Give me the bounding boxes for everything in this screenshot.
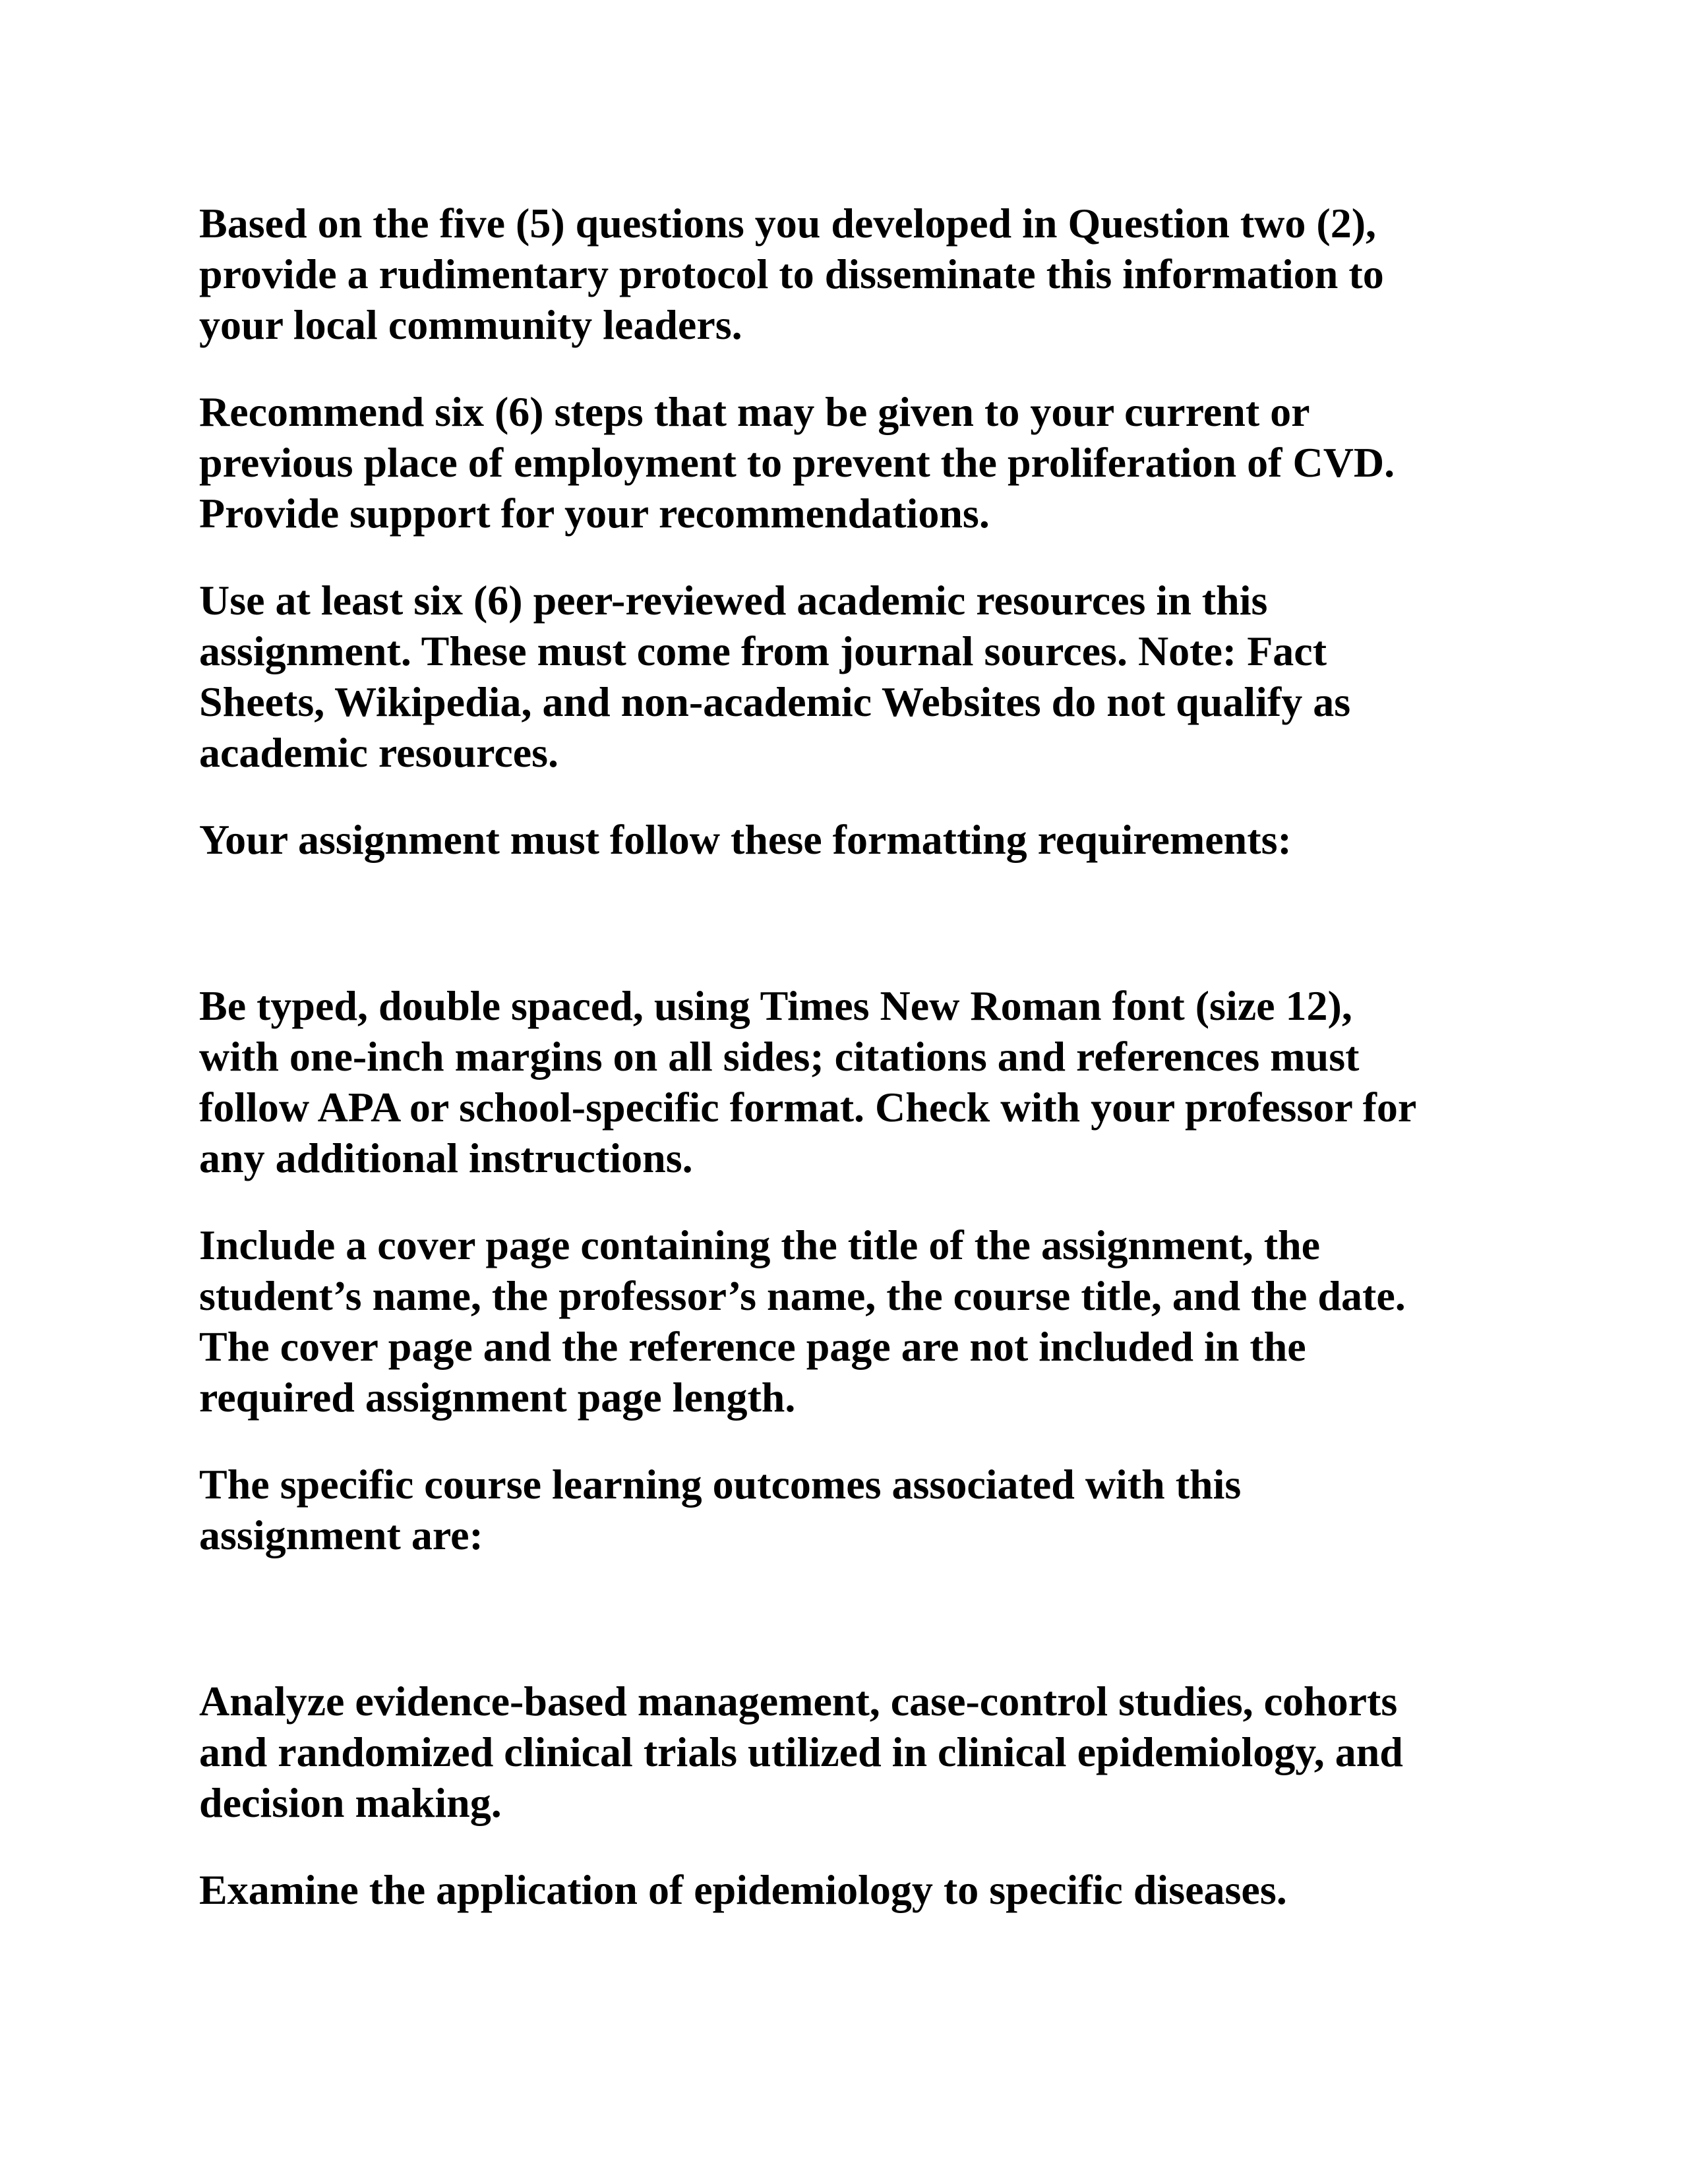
text-line: Your assignment must follow these formatting requirements: xyxy=(199,816,1292,863)
text-line: Examine the application of epidemiology to specific diseases. xyxy=(199,1866,1287,1913)
text-line: Based on the five (5) questions you developed in Question two (2), xyxy=(199,200,1376,247)
text-line: The specific course learning outcomes associated with this xyxy=(199,1461,1242,1508)
text-line: Include a cover page containing the title of the assignment, the xyxy=(199,1222,1321,1268)
text-line: with one-inch margins on all sides; citations and references must xyxy=(199,1033,1360,1080)
text-line: Use at least six (6) peer-reviewed academic resources in this xyxy=(199,577,1268,624)
text-line: student’s name, the professor’s name, the course title, and the date. xyxy=(199,1272,1406,1319)
spacer xyxy=(199,1597,1518,1676)
text-line: assignment. These must come from journal sources. Note: Fact xyxy=(199,628,1327,674)
text-line: Analyze evidence-based management, case-control studies, cohorts xyxy=(199,1678,1398,1725)
text-line: previous place of employment to prevent the proliferation of CVD. xyxy=(199,439,1395,486)
paragraph-recommend-steps xyxy=(199,386,1518,539)
text-line: Provide support for your recommendations. xyxy=(199,490,990,537)
text-line: academic resources. xyxy=(199,729,559,776)
text-line: your local community leaders. xyxy=(199,301,742,348)
text-line: decision making. xyxy=(199,1779,502,1826)
paragraph-outcome-examine xyxy=(199,1864,1518,1915)
document-body xyxy=(199,198,1518,1951)
paragraph-dissemination-protocol xyxy=(199,198,1518,350)
text-line: and randomized clinical trials utilized in clinical epidemiology, and xyxy=(199,1728,1403,1775)
text-line: provide a rudimentary protocol to disseminate this information to xyxy=(199,251,1384,297)
paragraph-learning-outcomes-heading xyxy=(199,1459,1518,1560)
paragraph-outcome-analyze xyxy=(199,1676,1518,1828)
paragraph-academic-resources xyxy=(199,575,1518,778)
paragraph-cover-page xyxy=(199,1220,1518,1423)
text-line: Sheets, Wikipedia, and non-academic Websites do not qualify as xyxy=(199,678,1351,725)
text-line: The cover page and the reference page are not included in the xyxy=(199,1323,1306,1370)
text-line: any additional instructions. xyxy=(199,1135,693,1181)
text-line: Recommend six (6) steps that may be given to your current or xyxy=(199,388,1310,435)
text-line: required assignment page length. xyxy=(199,1374,796,1421)
text-line: follow APA or school-specific format. Check with your professor for xyxy=(199,1084,1417,1131)
text-line: Be typed, double spaced, using Times New Roman font (size 12), xyxy=(199,982,1352,1029)
paragraph-formatting-heading xyxy=(199,814,1518,865)
paragraph-typing-requirements xyxy=(199,980,1518,1183)
text-line: assignment are: xyxy=(199,1512,483,1558)
spacer xyxy=(199,901,1518,980)
